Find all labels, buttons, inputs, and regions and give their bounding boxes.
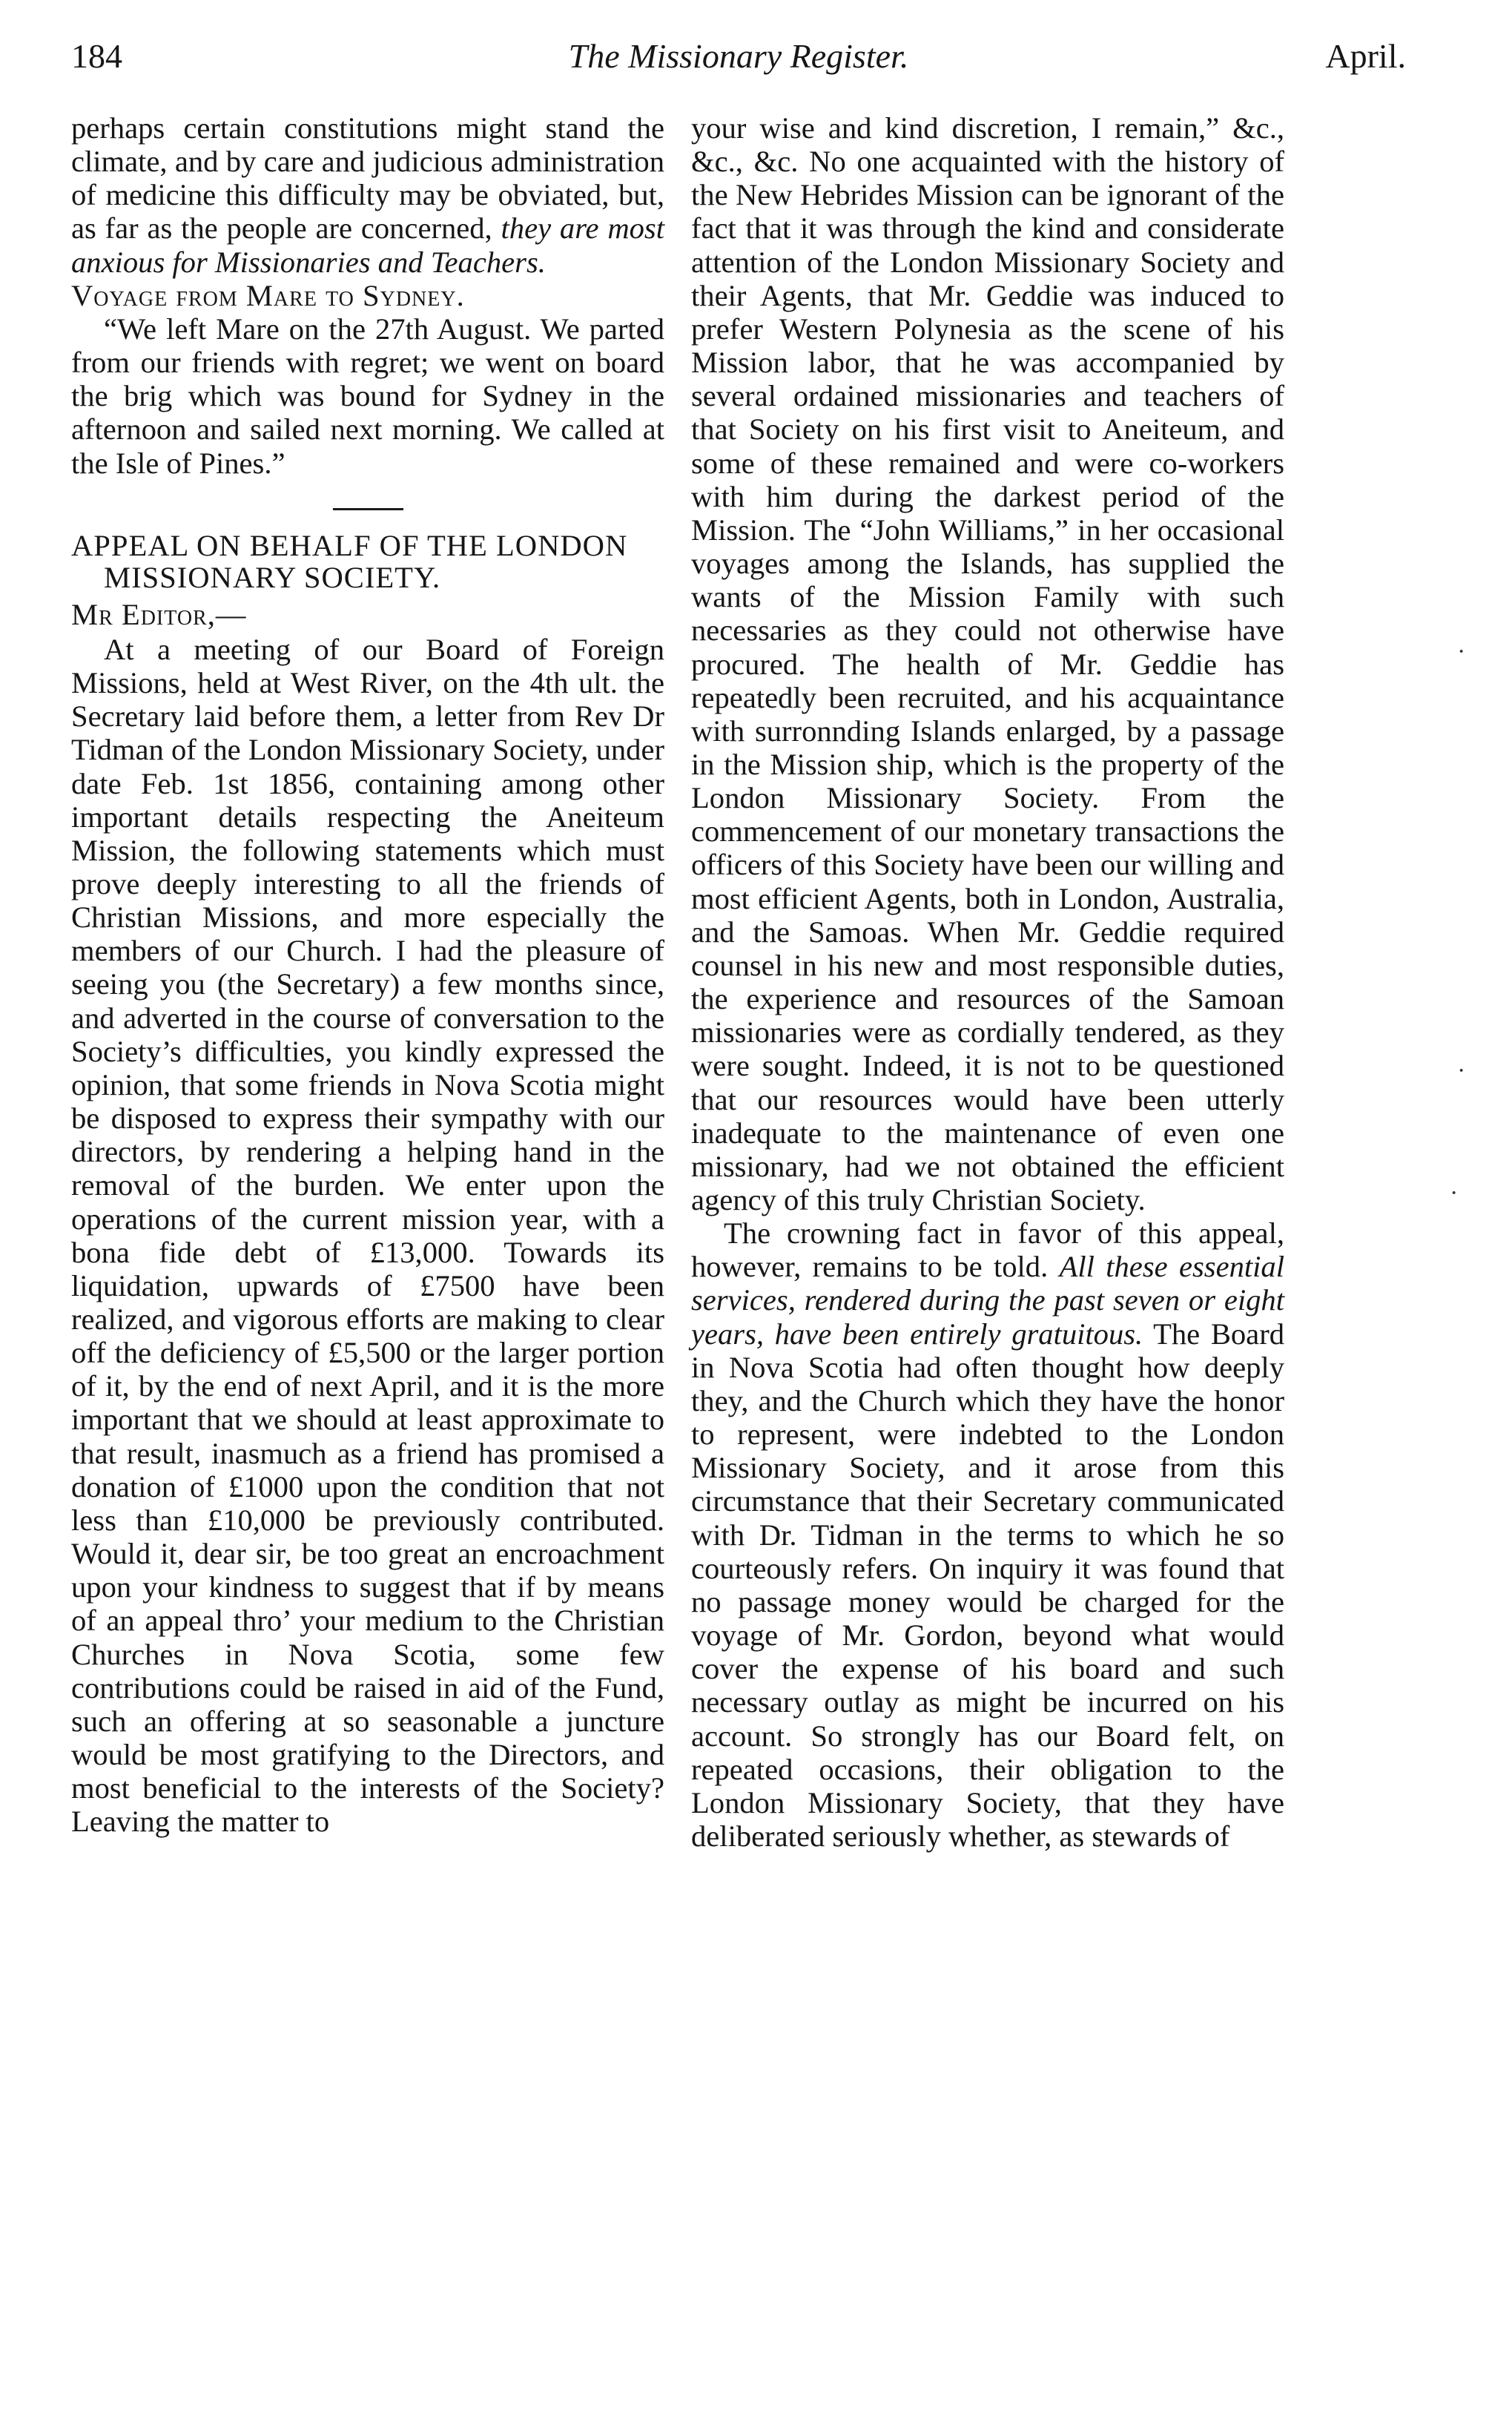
margin-speck: · (1450, 1179, 1459, 1207)
continued-text: perhaps certain constitutions might stand the climate, and by care and judicious administration of medicine this difficulty may be obviated, but, as far as the people are concerned, (71, 111, 664, 246)
right-column (691, 111, 1284, 1853)
voyage-paragraph: “We left Mare on the 27th August. We parted from our friends with regret; we went on board the brig which was bound for Sydney in the afternoon and sailed next morning. We called at the Isle of Pines.” (71, 312, 664, 480)
crowning-text-rest: The Board in Nova Scotia had often thought how deeply they, and the Church which they have the honor to represent, were indebted to the London Missionary Society, and it arose from this circumstance that their Secretary communicated with Dr. Tidman in the terms to which he so courteously refers. On inquiry it was found that no passage money would be charged for the voyage of Mr. Gordon, beyond what would cover the expense of his board and such necessary outlay as might be incurred on his account. So strongly has our Board felt, on repeated occasions, their obligation to the London Missionary Society, that they have deliberated seriously whether, as stewards of (691, 1317, 1284, 1853)
header-month: April. (1325, 37, 1406, 75)
continued-italic-text: they are most anxious for Missionaries and Teachers. (71, 211, 665, 279)
crowning-italic-text: All these essential services, rendered during the past seven or eight years, have been entirely gratuitous. (691, 1250, 1284, 1351)
salutation: Mr Editor,— (71, 597, 247, 631)
page-number: 184 (71, 37, 122, 75)
continued-paragraph (71, 111, 664, 279)
running-title: The Missionary Register. (568, 37, 909, 75)
article-title: APPEAL ON BEHALF OF THE LONDON MISSIONARY SOCIETY. (71, 528, 628, 594)
section-subheading: Voyage from Mare to Sydney. (71, 278, 465, 312)
left-column (71, 111, 664, 1839)
letter-paragraph: At a meeting of our Board of Foreign Missions, held at West River, on the 4th ult. the Secretary laid before them, a letter from Rev Dr Tidman of the London Missionary Society, under date Feb. 1st 1856, containing among other important details respecting the Aneiteum Mission, the following statements which must prove deeply interesting to all the friends of Christian Missions, and more especially the members of our Church. I had the pleasure of seeing you (the Secretary) a few months since, and adverted in the course of conversation to the Society’s difficulties, you kindly expressed the opinion, that some friends in Nova Scotia might be disposed to express their sympathy with our directors, by rendering a helping hand in the removal of the burden. We enter upon the operations of the current mission year, with a bona fide debt of £13,000. Towards its liquidation, upwards of £7500 have been realized, and vigorous efforts are making to clear off the deficiency of £5,500 or the larger portion of it, by the end of next April, and it is the more important that we should at least approximate to that result, inasmuch as a friend has promised a donation of £1000 upon the condition that not less than £10,000 be previously contributed. Would it, dear sir, be too great an encroachment upon your kindness to suggest that if by means of an appeal thro’ your medium to the Christian Churches in Nova Scotia, some few contributions could be raised in aid of the Fund, such an offering at so seasonable a juncture would be most gratifying to the Directors, and most beneficial to the interests of the Society? Leaving the matter to (71, 632, 664, 1839)
section-divider (333, 508, 403, 510)
margin-speck: · (1457, 1057, 1466, 1084)
page-header (71, 36, 1406, 88)
crowning-fact-paragraph (691, 1216, 1284, 1853)
crowning-text-start: The crowning fact in favor of this appeal, however, remains to be told. (691, 1216, 1284, 1284)
continued-paragraph-right: your wise and kind discretion, I remain,” &c., &c., &c. No one acquainted with the history of the New Hebrides Mission can be ignorant of the fact that it was through the kind and considerate attention of the London Missionary Society and their Agents, that Mr. Geddie was induced to prefer Western Polynesia as the scene of his Mission labor, that he was accompanied by several ordained missionaries and teachers of that Society on his first visit to Aneiteum, and some of these remained and were co-workers with him during the darkest period of the Mission. The “John Williams,” in her occasional voyages among the Islands, has supplied the wants of the Mission Family with such necessaries as they could not otherwise have procured. The health of Mr. Geddie has repeatedly been recruited, and his acquaintance with surronnding Islands enlarged, by a passage in the Mission ship, which is the property of the London Missionary Society. From the commencement of our monetary transactions the officers of this Society have been our willing and most efficient Agents, both in London, Australia, and the Samoas. When Mr. Geddie required counsel in his new and most responsible duties, the experience and resources of the Samoan missionaries were as cordially tendered, as they were sought. Indeed, it is not to be questioned that our resources would have been utterly inadequate to the maintenance of even one missionary, had we not obtained the efficient agency of this truly Christian Society. (691, 111, 1284, 1216)
margin-speck: · (1457, 638, 1466, 665)
